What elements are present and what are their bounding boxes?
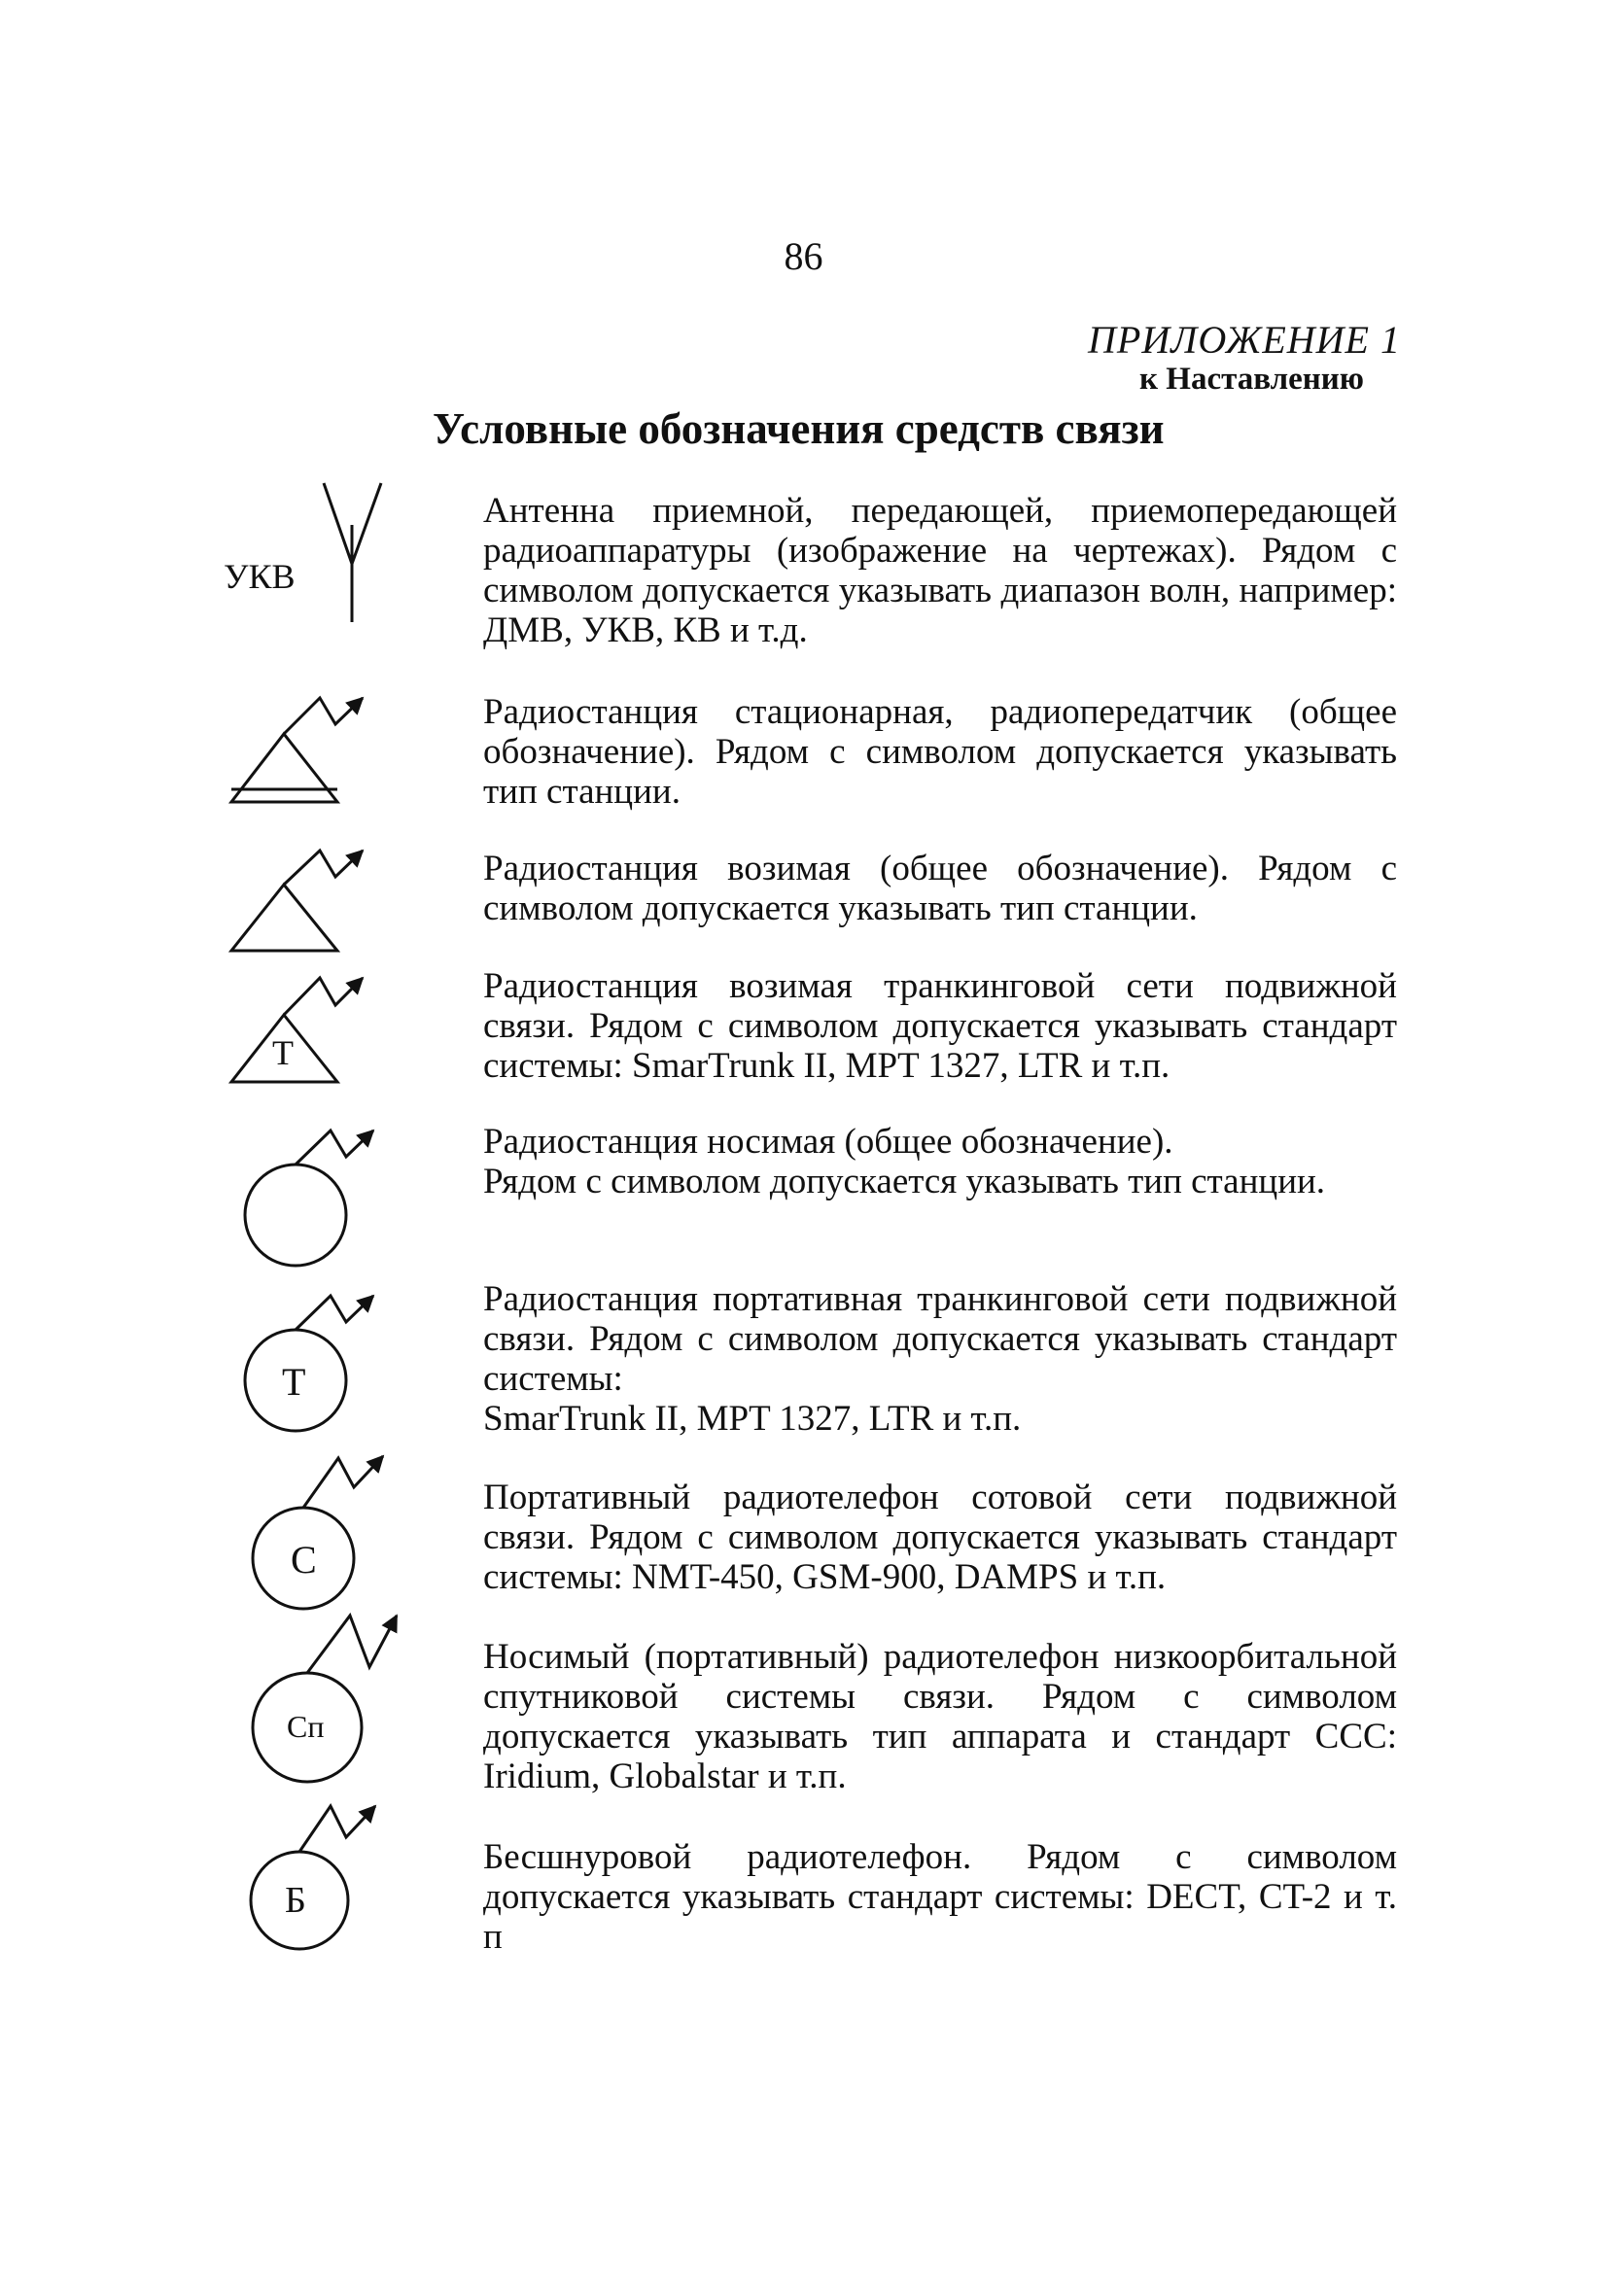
entry-satellite: Носимый (портативный) радиотелефон низкоорбитальной спутниковой системы связи. Рядом с символом допускается указывать тип аппарата и стандарт ССС: Iridium, Globalstar и т.п. (483, 1637, 1397, 1796)
portable-radio-icon (245, 1131, 373, 1266)
page-title: Условные обозначения средств связи (433, 404, 1165, 453)
cordless-phone-icon (251, 1806, 375, 1949)
entry-portable-trunk-line2: SmarTrunk II, MPT 1327, LTR и т.п. (483, 1399, 1022, 1439)
symbol-label-satellite: Сп (287, 1709, 325, 1744)
cellular-phone-icon (253, 1456, 383, 1609)
symbol-label-cellular: С (291, 1538, 317, 1582)
vehicle-radio-icon (231, 851, 363, 951)
symbol-label-portable-trunk: Т (282, 1360, 306, 1404)
symbol-label-ukv: УКВ (224, 557, 296, 596)
stationary-radio-icon (231, 698, 363, 802)
entry-vehicle-trunk: Радиостанция возимая транкинговой сети подвижной связи. Рядом с символом допускается указывать стандарт системы: SmarTrunk II, MPT 1327, LTR и т.п. (483, 966, 1397, 1086)
entry-vehicle: Радиостанция возимая (общее обозначение). Рядом с символом допускается указывать тип станции. (483, 849, 1397, 928)
entry-portable-line1: Радиостанция носимая (общее обозначение). (483, 1122, 1173, 1162)
antenna-icon (324, 483, 381, 622)
entry-antenna: Антенна приемной, передающей, приемопередающей радиоаппаратуры (изображение на чертежах). Рядом с символом допускается указывать диапазон волн, например: ДМВ, УКВ, КВ и т.д. (483, 491, 1397, 650)
entry-portable-line2: Рядом с символом допускается указывать тип станции. (483, 1162, 1326, 1201)
appendix-label: ПРИЛОЖЕНИЕ 1 (1088, 318, 1401, 362)
page-number: 86 (784, 234, 823, 278)
entry-cordless: Бесшнуровой радиотелефон. Рядом с символом допускается указывать стандарт системы: DECT, CT-2 и т. п (483, 1837, 1397, 1957)
vehicle-trunk-radio-icon (231, 978, 363, 1082)
entry-portable-trunk-line1: Радиостанция портативная транкинговой сети подвижной связи. Рядом с символом допускается указывать стандарт системы: (483, 1279, 1397, 1399)
appendix-sub: к Наставлению (1139, 362, 1364, 397)
entry-cellular: Портативный радиотелефон сотовой сети подвижной связи. Рядом с символом допускается указывать стандарт системы: NMT-450, GSM-900, DAMPS и т.п. (483, 1478, 1397, 1597)
symbol-label-cordless: Б (285, 1880, 306, 1921)
symbol-label-vehicle-trunk: Т (272, 1033, 294, 1072)
entry-stationary: Радиостанция стационарная, радиопередатчик (общее обозначение). Рядом с символом допускается указывать тип станции. (483, 692, 1397, 812)
entry-portable (483, 1122, 1397, 1201)
symbols-column (0, 0, 408, 2296)
satellite-phone-icon (253, 1616, 397, 1782)
portable-trunk-radio-icon (245, 1296, 373, 1431)
entry-portable-trunk (483, 1279, 1397, 1439)
